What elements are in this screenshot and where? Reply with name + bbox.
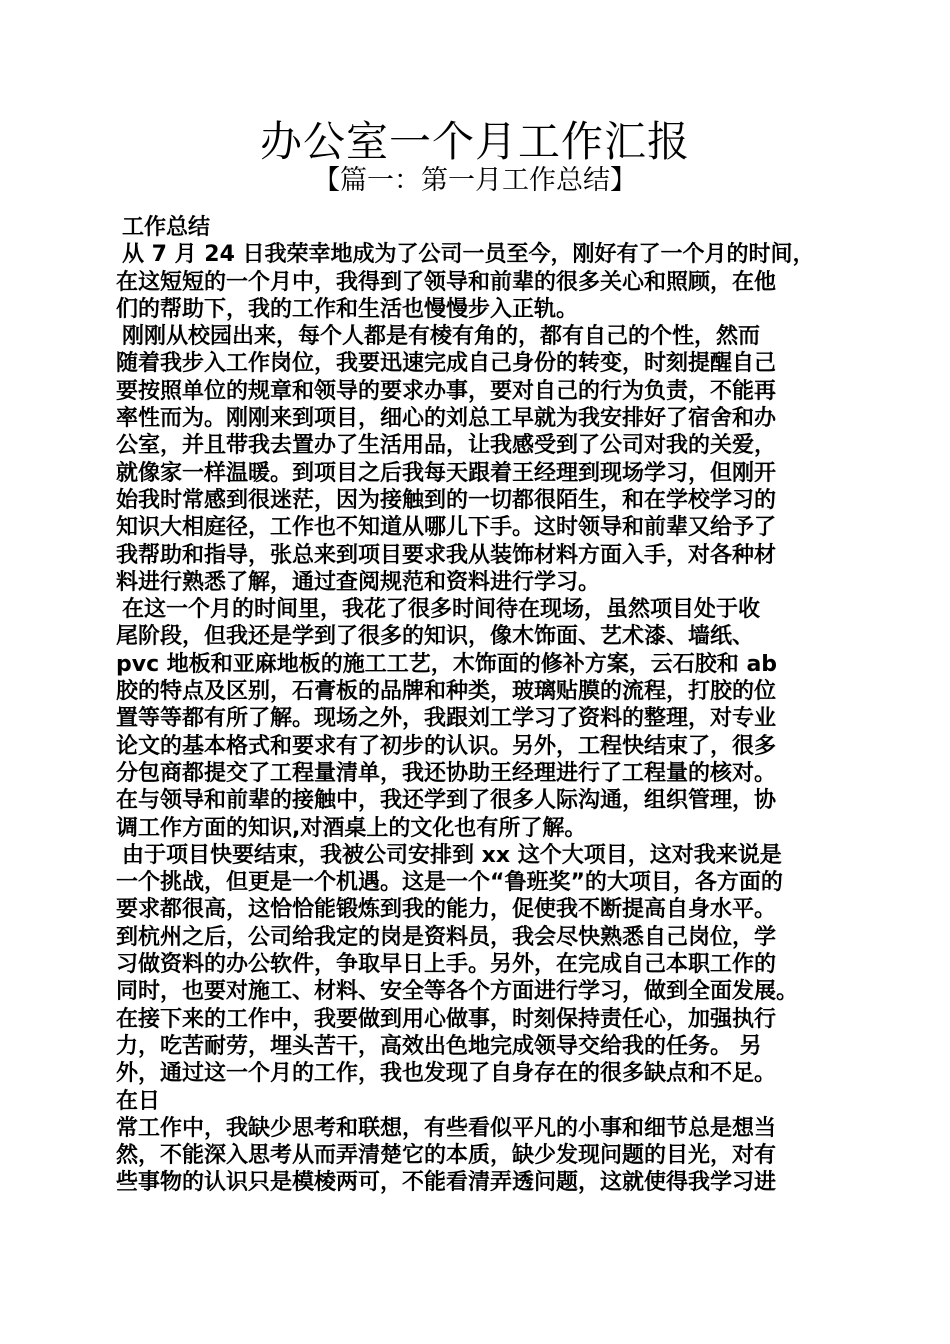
paragraph-line: 尾阶段，但我还是学到了很多的知识，像木饰面、艺术漆、墙纸、 [116,624,755,650]
paragraph-line: 要按照单位的规章和领导的要求办事，要对自己的行为负责，不能再 [116,378,777,404]
paragraph-line: 要求都很高，这恰恰能锻炼到我的能力，促使我不断提高自身水平。 [116,897,777,923]
paragraph-line: 料进行熟悉了解，通过查阅规范和资料进行学习。 [116,569,601,595]
paragraph-line: 常工作中，我缺少思考和联想，有些看似平凡的小事和细节总是想当 [116,1115,777,1141]
paragraph-line: 就像家一样温暖。到项目之后我每天跟着王经理到现场学习，但刚开 [116,460,777,486]
paragraph-line: 胶的特点及区别，石膏板的品牌和种类，玻璃贴膜的流程，打胶的位 [116,679,777,705]
paragraph-line: 在与领导和前辈的接触中，我还学到了很多人际沟通，组织管理，协 [116,788,777,814]
paragraph-line: 们的帮助下，我的工作和生活也慢慢步入正轨。 [116,296,579,322]
document-title: 办公室一个月工作汇报 [259,117,690,166]
paragraph-line: 然，不能深入思考从而弄清楚它的本质，缺少发现问题的目光，对有 [116,1143,777,1169]
paragraph-line: 到杭州之后，公司给我定的岗是资料员，我会尽快熟悉自己岗位，学 [116,924,777,950]
paragraph-line: 随着我步入工作岗位，我要迅速完成自己身份的转变，时刻提醒自己 [116,351,777,377]
paragraph-line: 从 7 月 24 日我荣幸地成为了公司一员至今，刚好有了一个月的时间， [122,242,815,268]
paragraph-line: 在这一个月的时间里，我花了很多时间待在现场，虽然项目处于收 [122,597,761,623]
document-body [116,214,836,1197]
paragraph-line: 率性而为。刚刚来到项目，细心的刘总工早就为我安排好了宿舍和办 [116,406,777,432]
paragraph-line: 论文的基本格式和要求有了初步的认识。另外，工程快结束了，很多 [116,733,777,759]
paragraph-line: 在日 [116,1088,161,1114]
paragraph-line: 始我时常感到很迷茫，因为接触到的一切都很陌生，和在学校学习的 [116,487,777,513]
paragraph-line: 公室，并且带我去置办了生活用品，让我感受到了公司对我的关爱， [116,433,777,459]
section-heading: 工作总结 [122,215,211,240]
paragraph-line: 些事物的认识只是模棱两可，不能看清弄透问题，这就使得我学习进 [116,1170,777,1196]
paragraph-line: 置等等都有所了解。现场之外，我跟刘工学习了资料的整理，对专业 [116,706,777,732]
paragraph-line: 同时，也要对施工、材料、安全等各个方面进行学习，做到全面发展。 [116,979,799,1005]
paragraph-line: 习做资料的办公软件，争取早日上手。另外，在完成自己本职工作的 [116,952,777,978]
paragraph-line: 调工作方面的知识,对酒桌上的文化也有所了解。 [116,815,587,841]
paragraph-line: 在这短短的一个月中，我得到了领导和前辈的很多关心和照顾，在他 [116,269,777,295]
paragraph-line: 力，吃苦耐劳，埋头苦干，高效出色地完成领导交给我的任务。 另 [116,1033,762,1059]
paragraph-line: 一个挑战，但更是一个机遇。这是一个“鲁班奖”的大项目，各方面的 [116,870,783,896]
document-subtitle: 【篇一：第一月工作总结】 [313,165,637,196]
paragraph-line: 知识大相庭径，工作也不知道从哪儿下手。这时领导和前辈又给予了 [116,515,777,541]
paragraph-line: 我帮助和指导，张总来到项目要求我从装饰材料方面入手，对各种材 [116,542,777,568]
paragraph-line: 分包商都提交了工程量清单，我还协助王经理进行了工程量的核对。 [116,760,777,786]
paragraph-line: 在接下来的工作中，我要做到用心做事，时刻保持责任心，加强执行 [116,1006,777,1032]
paragraph-line: 由于项目快要结束，我被公司安排到 xx 这个大项目，这对我来说是 [122,842,782,868]
paragraph-line: pvc 地板和亚麻地板的施工工艺，木饰面的修补方案，云石胶和 ab [116,651,778,677]
paragraph-line: 外，通过这一个月的工作，我也发现了自身存在的很多缺点和不足。 [116,1061,777,1087]
paragraph-line: 刚刚从校园出来，每个人都是有棱有角的，都有自己的个性，然而 [122,324,761,350]
